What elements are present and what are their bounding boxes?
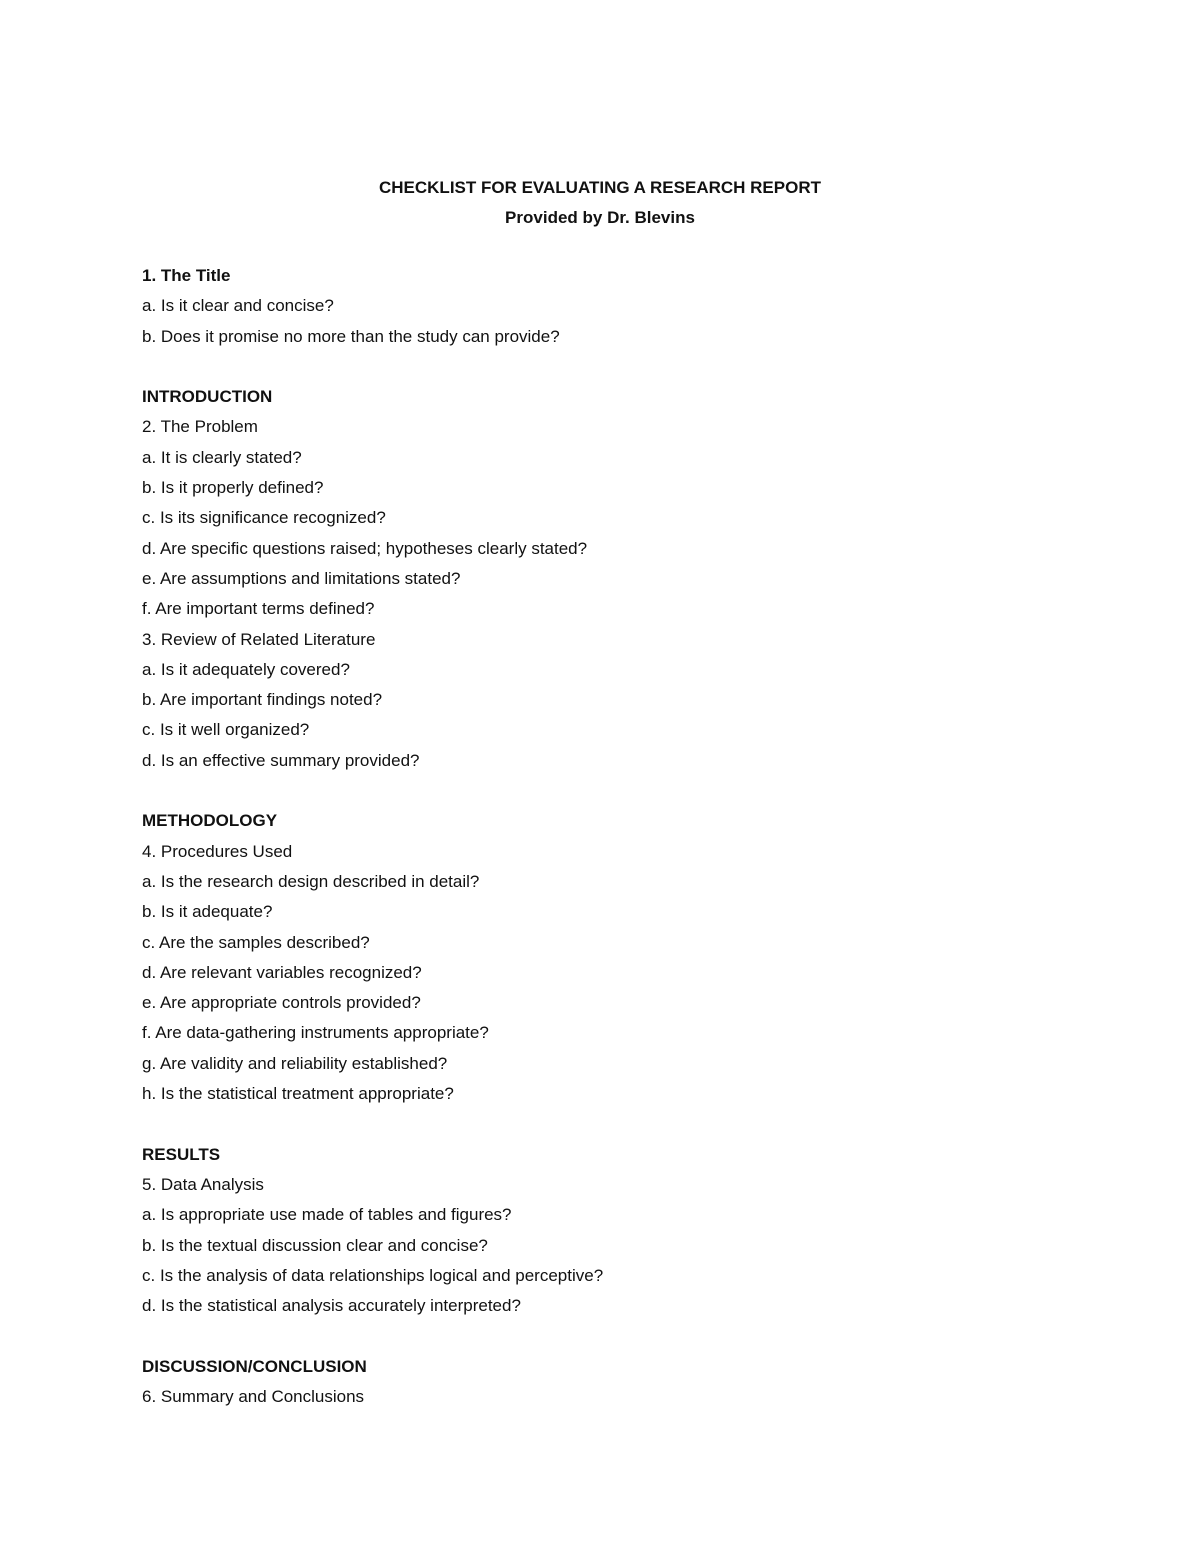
checklist-item: e. Are appropriate controls provided?: [142, 993, 421, 1013]
checklist-item: b. Is it adequate?: [142, 902, 273, 922]
checklist-item: c. Is it well organized?: [142, 720, 310, 740]
section-heading-procedures: 4. Procedures Used: [142, 841, 293, 861]
section-heading-literature: 3. Review of Related Literature: [142, 629, 376, 649]
checklist-item: g. Are validity and reliability established?: [142, 1053, 448, 1073]
checklist-body: [142, 261, 1102, 1412]
checklist-item: f. Are data-gathering instruments appropriate?: [142, 1023, 489, 1043]
checklist-item: d. Is the statistical analysis accurately interpreted?: [142, 1296, 521, 1316]
checklist-item: h. Is the statistical treatment appropriate?: [142, 1084, 454, 1104]
checklist-item: a. It is clearly stated?: [142, 447, 302, 467]
checklist-item: f. Are important terms defined?: [142, 599, 375, 619]
spacer: [142, 1321, 1102, 1351]
document-title: CHECKLIST FOR EVALUATING A RESEARCH REPORT: [378, 178, 821, 197]
checklist-item: d. Is an effective summary provided?: [142, 750, 420, 770]
checklist-item: a. Is it adequately covered?: [142, 659, 350, 679]
part-label-introduction: INTRODUCTION: [142, 387, 273, 407]
document-header: [0, 173, 1200, 233]
checklist-item: b. Is the textual discussion clear and concise?: [142, 1235, 488, 1255]
checklist-item: b. Are important findings noted?: [142, 690, 383, 710]
part-label-results: RESULTS: [142, 1144, 221, 1164]
checklist-item: a. Is the research design described in detail?: [142, 871, 480, 891]
checklist-item: b. Does it promise no more than the study can provide?: [142, 326, 560, 346]
section-heading-problem: 2. The Problem: [142, 417, 258, 437]
checklist-item: c. Is its significance recognized?: [142, 508, 386, 528]
part-label-discussion: DISCUSSION/CONCLUSION: [142, 1356, 367, 1376]
checklist-item: d. Are relevant variables recognized?: [142, 962, 422, 982]
section-heading-summary: 6. Summary and Conclusions: [142, 1386, 365, 1406]
spacer: [142, 1109, 1102, 1139]
section-heading-data-analysis: 5. Data Analysis: [142, 1174, 264, 1194]
section-heading-title: 1. The Title: [142, 266, 231, 285]
checklist-item: a. Is appropriate use made of tables and figures?: [142, 1205, 512, 1225]
checklist-item: e. Are assumptions and limitations stated?: [142, 568, 461, 588]
checklist-item: d. Are specific questions raised; hypotheses clearly stated?: [142, 538, 588, 558]
checklist-item: c. Is the analysis of data relationships logical and perceptive?: [142, 1265, 604, 1285]
part-label-methodology: METHODOLOGY: [142, 811, 278, 831]
spacer: [142, 352, 1102, 382]
document-subtitle: Provided by Dr. Blevins: [505, 208, 695, 227]
checklist-item: b. Is it properly defined?: [142, 478, 324, 498]
checklist-item: c. Are the samples described?: [142, 932, 370, 952]
checklist-item: a. Is it clear and concise?: [142, 296, 334, 316]
spacer: [142, 776, 1102, 806]
